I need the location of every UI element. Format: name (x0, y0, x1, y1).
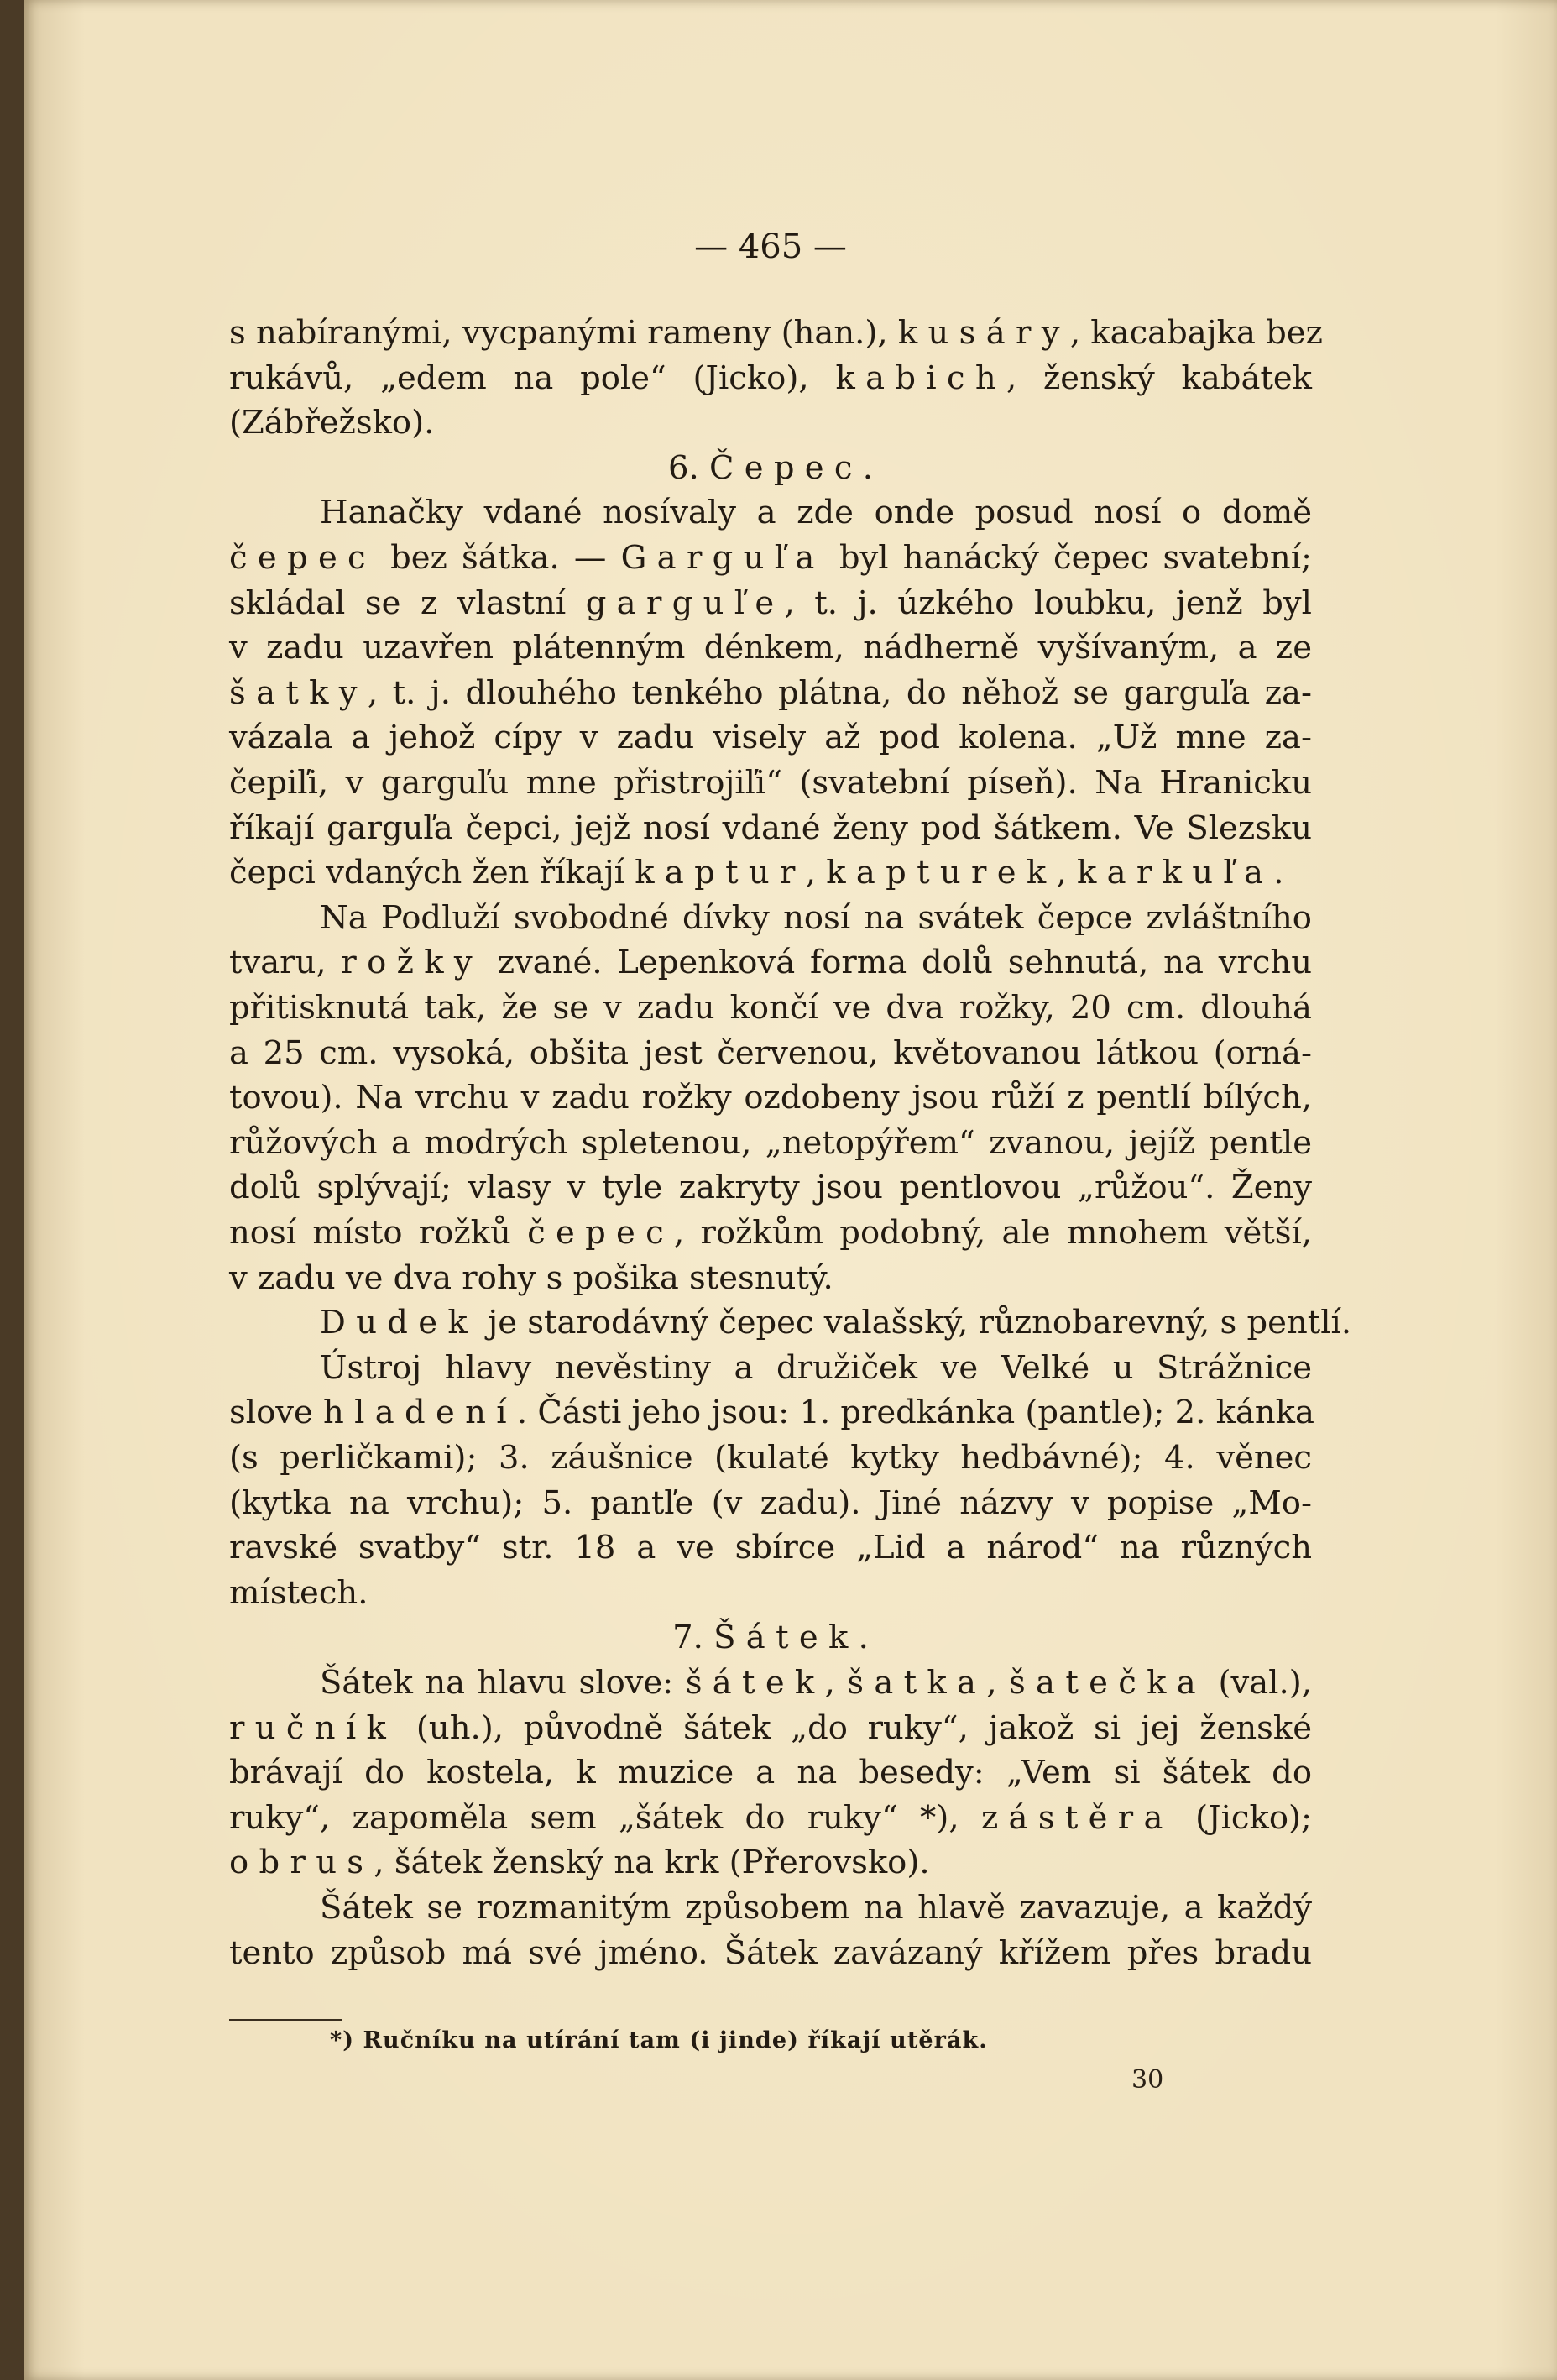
spaced-term: kapturek (826, 854, 1057, 892)
text-line (229, 715, 1312, 761)
text-run: tovou). Na vrchu v zadu rožky ozdobeny jsou růží z pentlí bílých, (229, 1079, 1312, 1117)
text-line (229, 1886, 1312, 1931)
text-run: , t. j. úzkého loubku, jenž byl (784, 583, 1312, 622)
spaced-term: hladení (323, 1394, 517, 1432)
text-line (229, 1165, 1312, 1211)
spaced-term: Čepec (708, 448, 863, 487)
text-run: ruky“, zapoměla sem „šátek do ruky“ *), (229, 1798, 981, 1837)
text-run: s nabíranými, vycpanými rameny (han.), (229, 314, 898, 352)
text-run: dolů splývají; vlasy v tyle zakryty jsou pentlovou „růžou“. Ženy (229, 1169, 1312, 1207)
text-line (229, 1211, 1312, 1256)
spaced-term: čepec (527, 1214, 675, 1252)
spaced-term: kaptur (635, 854, 806, 892)
text-run: přitisknutá tak, že se v zadu končí ve dva rožky, 20 cm. dlouhá (229, 989, 1312, 1027)
text-run: (kytka na vrchu); 5. pantľe (v zadu). Jiné názvy v popise „Mo- (229, 1483, 1312, 1522)
text-run: (s perličkami); 3. záušnice (kulaté kytky hedbávné); 4. věnec (229, 1439, 1312, 1477)
spaced-term: šatka (847, 1664, 987, 1702)
text-run: , rožkům podobný, ale mnohem větší, (674, 1214, 1313, 1252)
text-line (229, 1121, 1312, 1166)
text-run: . (1273, 854, 1284, 892)
spaced-term: šatky (229, 673, 368, 712)
text-line (229, 1075, 1312, 1121)
text-run: zvané. Lepenková forma dolů sehnutá, na vrchu (482, 944, 1312, 982)
spaced-term: garguľe (585, 583, 785, 622)
text-run: (uh.), původně šátek „do ruky“, jakož si jej ženské (396, 1708, 1312, 1747)
text-line (229, 986, 1312, 1031)
spaced-term: šátek (685, 1664, 825, 1702)
text-line (229, 940, 1312, 986)
text-line (229, 536, 1312, 581)
text-run: bez šátka. — (375, 539, 621, 577)
text-line (229, 1300, 1352, 1346)
text-line (229, 1796, 1312, 1841)
footnote-rule (229, 2019, 342, 2021)
text-run: . Části jeho jsou: 1. predkánka (pantle); 2. kánka (516, 1394, 1314, 1432)
text-run: a 25 cm. vysoká, obšita jest červenou, květovanou látkou (orná- (229, 1033, 1312, 1072)
text-line (229, 1256, 1312, 1301)
text-run: 7. (672, 1619, 714, 1657)
text-run: , (986, 1664, 1009, 1702)
spaced-term: zástěra (980, 1798, 1173, 1837)
text-run: ravské svatby“ str. 18 a ve sbírce „Lid a národ“ na různých (229, 1529, 1312, 1567)
text-run: brávají do kostela, k muzice a na besedy: „Vem si šátek do (229, 1754, 1312, 1792)
text-line (229, 1031, 1312, 1076)
text-line (229, 1750, 1312, 1796)
text-run: slove (229, 1394, 324, 1432)
text-run: Na Podluží svobodné dívky nosí na svátek čepce zvláštního (320, 898, 1312, 937)
scanned-page (24, 0, 1557, 2380)
text-line (229, 896, 1312, 941)
text-run: Šátek na hlavu slove: (320, 1664, 686, 1702)
text-line (229, 1840, 1312, 1886)
text-line (229, 356, 1312, 401)
spaced-term: karkuľa (1076, 854, 1274, 892)
text-line (229, 490, 1312, 536)
spaced-term: obrus (229, 1844, 374, 1882)
text-line (229, 1481, 1312, 1526)
text-run: , t. j. dlouhého tenkého plátna, do něhož se garguľa za- (367, 673, 1312, 712)
text-run: rukávů, „edem na pole“ (Jicko), (229, 358, 836, 397)
spaced-term: kabich (835, 358, 1006, 397)
text-line (229, 400, 1312, 446)
text-run: v zadu ve dva rohy s pošika stesnutý. (229, 1258, 833, 1297)
text-run: nosí místo rožků (229, 1214, 528, 1252)
text-run: říkají garguľa čepci, jejž nosí vdané ženy pod šátkem. Ve Slezsku (229, 808, 1312, 847)
section-heading (229, 446, 1312, 491)
text-run: skládal se z vlastní (229, 583, 586, 622)
text-run: růžových a modrých spletenou, „netopýřem“ zvanou, jejíž pentle (229, 1123, 1312, 1162)
text-line (229, 761, 1312, 806)
text-run: tvaru, (229, 944, 342, 982)
text-line (229, 625, 1312, 671)
text-run: Šátek se rozmanitým způsobem na hlavě zavazuje, a každý (320, 1889, 1312, 1927)
text-run: místech. (229, 1573, 368, 1612)
text-run: , (805, 854, 827, 892)
text-line (229, 1525, 1312, 1571)
text-run: , šátek ženský na krk (Přerovsko). (374, 1844, 930, 1882)
page-number-header: — 465 — (694, 228, 847, 266)
printer-signature: 30 (1131, 2065, 1164, 2095)
spaced-term: čepec (229, 539, 376, 577)
spaced-term: šatečka (1008, 1664, 1207, 1702)
text-line (229, 1436, 1312, 1481)
text-run: čepci vdaných žen říkají (229, 854, 635, 892)
text-line (229, 671, 1312, 716)
text-run: tento způsob má své jméno. Šátek zavázaný křížem přes bradu (229, 1933, 1312, 1972)
text-run: vázala a jehož cípy v zadu visely až pod kolena. „Už mne za- (229, 719, 1312, 757)
text-line (229, 1346, 1312, 1391)
text-run: , ženský kabátek (1006, 358, 1312, 397)
text-run: v zadu uzavřen plátenným dénkem, nádherně vyšívaným, a ze (229, 629, 1312, 667)
text-run: čepiľi, v garguľu mne přistrojiľi“ (svatební píseň). Na Hranicku (229, 764, 1312, 802)
text-run: . (862, 448, 874, 487)
text-run: je starodávný čepec valašský, různobarevný, s pentlí. (478, 1304, 1352, 1342)
text-run: (Zábřežsko). (229, 404, 435, 442)
text-line (229, 1661, 1312, 1706)
spaced-term: Garguľa (620, 539, 825, 577)
text-run: (val.), (1206, 1664, 1312, 1702)
text-run: , kacabajka bez (1069, 314, 1323, 352)
spaced-term: rožky (341, 944, 483, 982)
text-run: (Jicko); (1173, 1798, 1312, 1837)
text-line (229, 1571, 1312, 1616)
text-line (229, 311, 1323, 356)
text-run: , (1056, 854, 1077, 892)
text-line (229, 1706, 1312, 1751)
text-line (229, 1931, 1312, 1976)
text-run: Hanačky vdané nosívaly a zde onde posud nosí o domě (320, 494, 1312, 532)
spaced-term: ručník (229, 1708, 397, 1747)
footnote: *) Ručníku na utírání tam (i jinde) říkají utěrák. (330, 2027, 988, 2053)
spaced-term: Šátek (713, 1619, 859, 1657)
text-run: byl hanácký čepec svatební; (824, 539, 1312, 577)
text-run: . (858, 1619, 869, 1657)
section-heading (229, 1615, 1312, 1661)
text-run: , (824, 1664, 848, 1702)
text-line (229, 581, 1312, 626)
text-run: Ústroj hlavy nevěstiny a družiček ve Velké u Strážnice (320, 1348, 1312, 1387)
spaced-term: kusáry (897, 314, 1070, 352)
text-line (229, 1390, 1312, 1436)
text-line (229, 806, 1312, 851)
text-run: 6. (667, 448, 709, 487)
spaced-term: Dudek (320, 1304, 478, 1342)
text-line (229, 850, 1312, 896)
